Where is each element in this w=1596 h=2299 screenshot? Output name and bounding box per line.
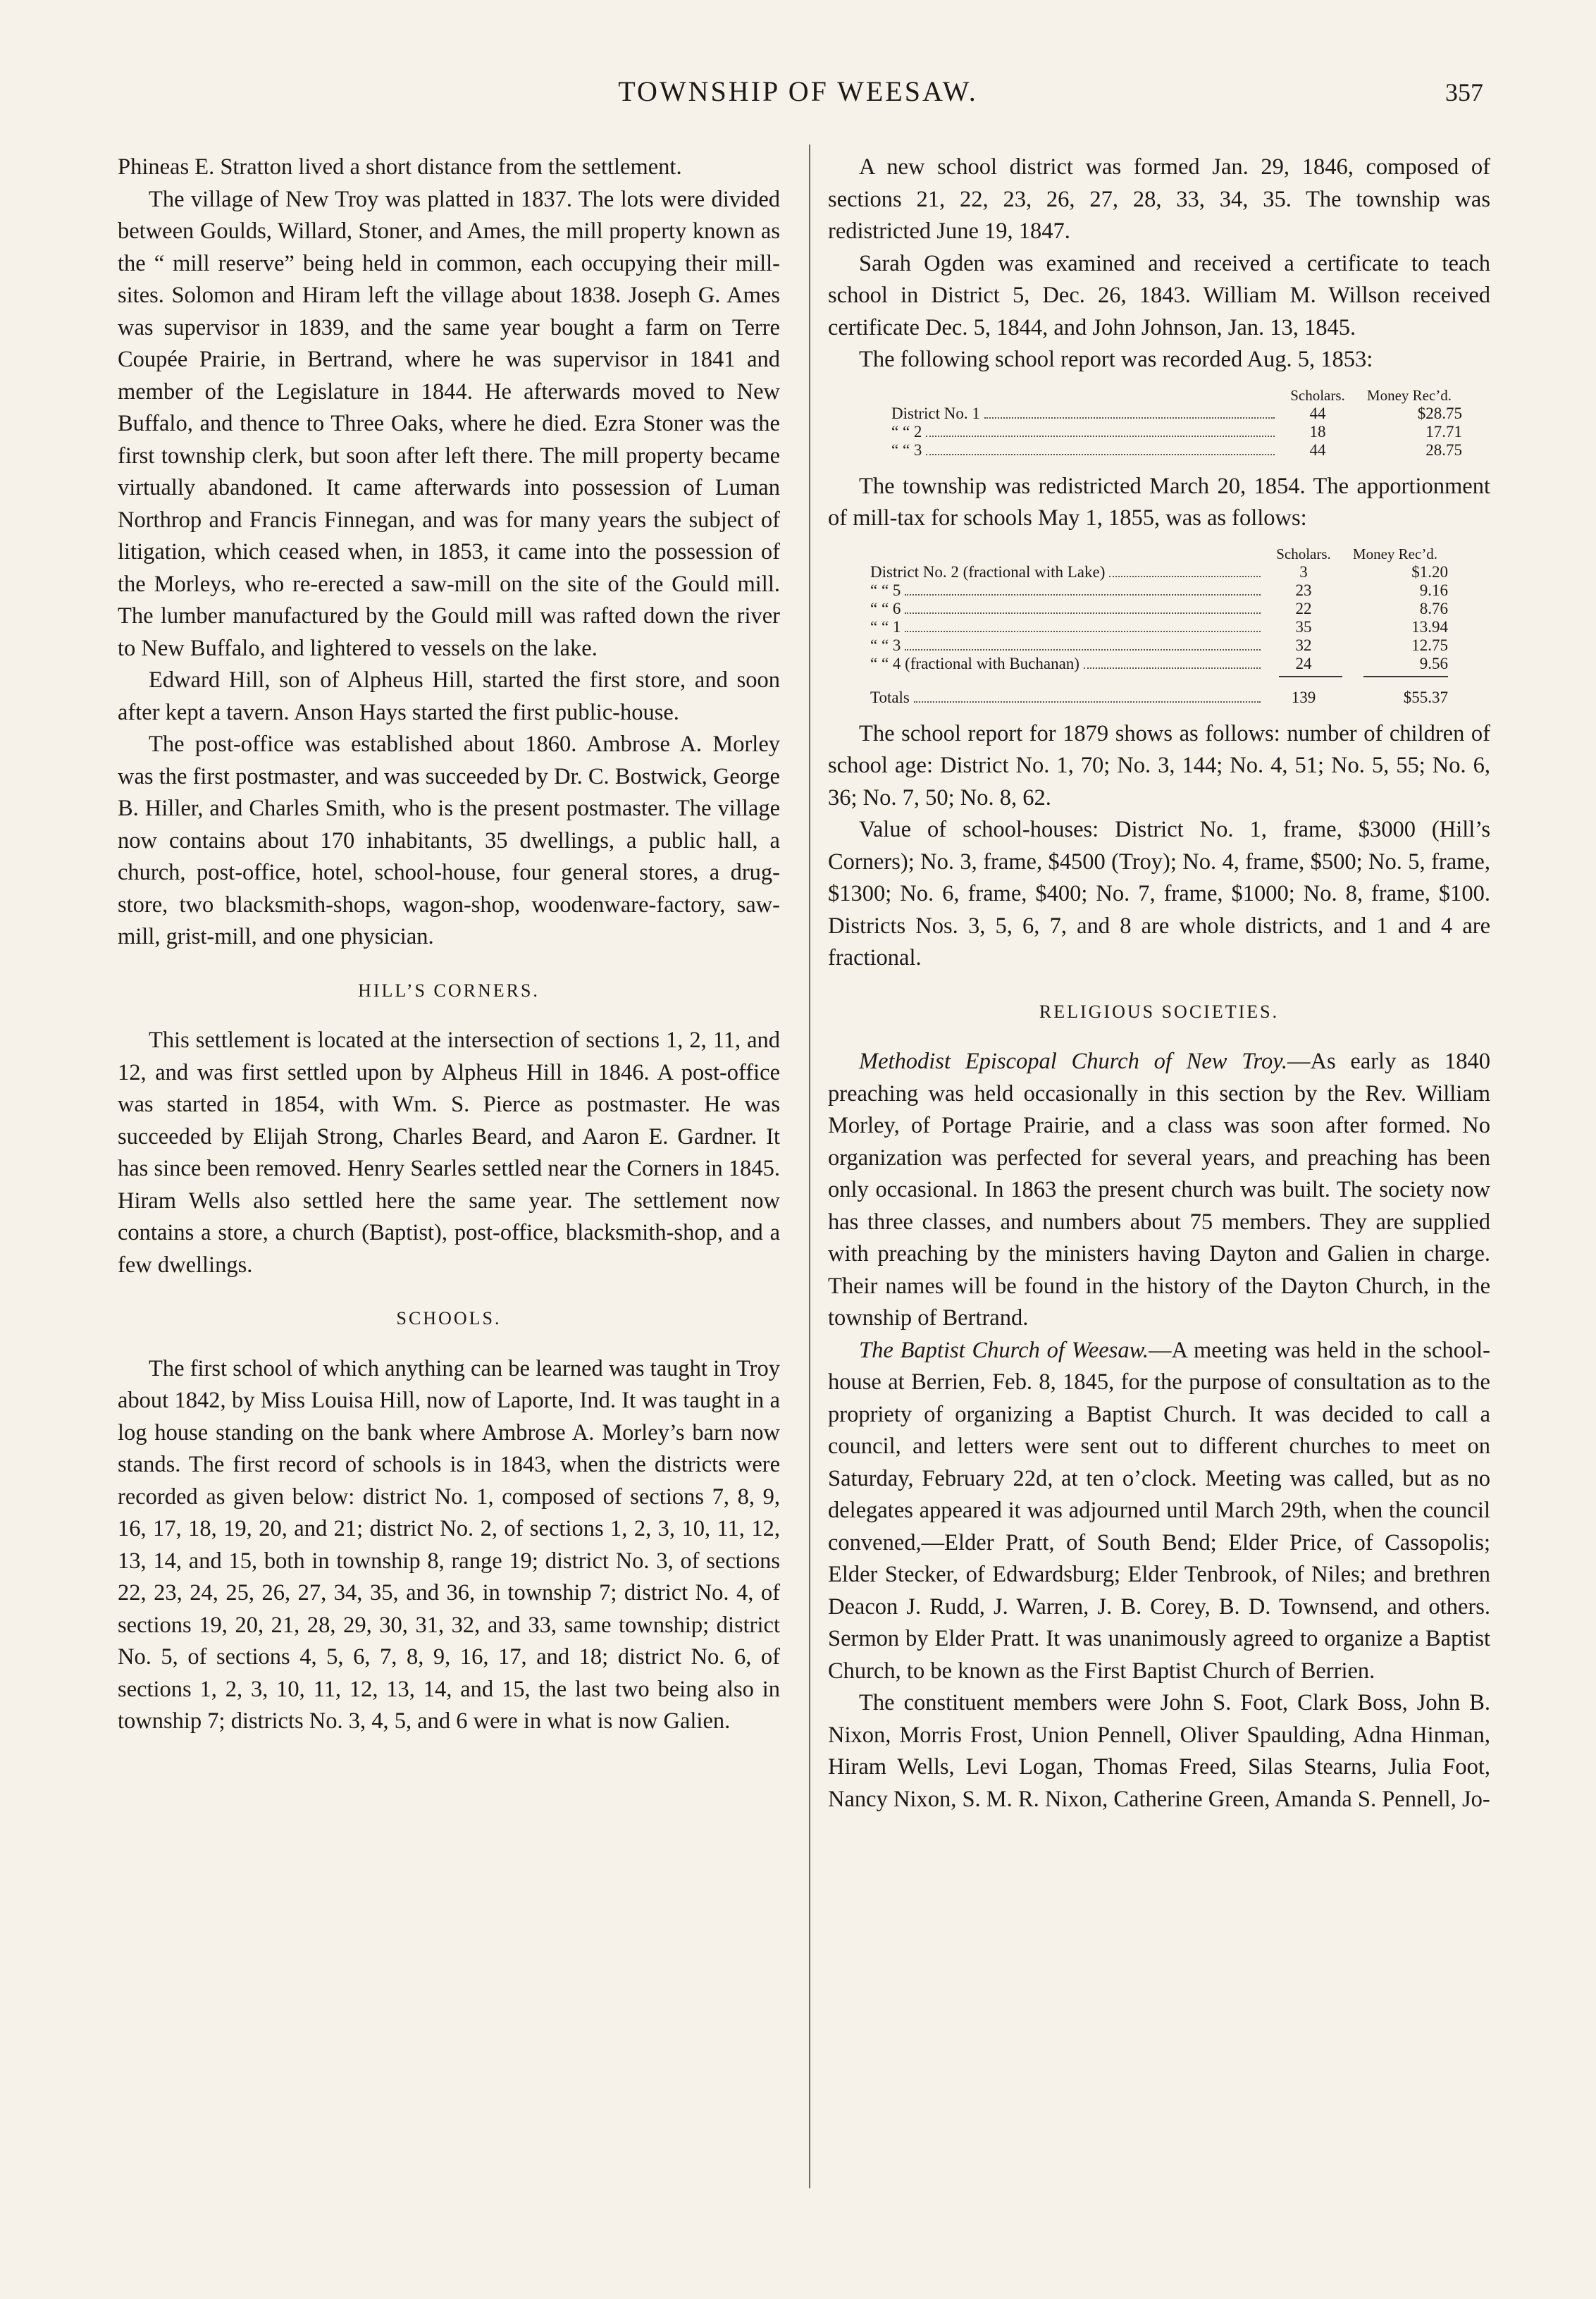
- money-cell: 12.75: [1411, 636, 1448, 654]
- row-label: “ “ 1: [870, 617, 901, 636]
- running-title: TOWNSHIP OF WEESAW.: [618, 75, 978, 107]
- scholars-cell: 18: [1309, 422, 1326, 440]
- paragraph-text: —As early as 1840 preaching was held occasionally in this section by the Rev. William Morley, of Portage Prairie, and a class was soon after formed. No organization was perfected for several years, and preaching has been only occasional. In 1863 the present church was built. The society now has three classes, and numbers about 75 members. They are supplied with preaching by the ministers having Dayton and Galien in charge. Their names will be found in the history of the Dayton Church, in the township of Bertrand.: [828, 1049, 1490, 1331]
- table-header: [891, 386, 1462, 405]
- row-label: “ “ 6: [870, 599, 901, 617]
- table-row: [891, 441, 1462, 460]
- row-label: “ “ 4 (fractional with Buchanan): [870, 654, 1080, 672]
- scholars-cell: 44: [1309, 440, 1326, 459]
- church-title: Methodist Episcopal Church of New Troy.: [859, 1049, 1287, 1074]
- money-cell: $1.20: [1411, 562, 1448, 581]
- scholars-total: 139: [1291, 688, 1316, 706]
- total-rule: [870, 673, 1448, 680]
- table-row: [870, 600, 1448, 618]
- page-number: 357: [1445, 78, 1483, 106]
- money-cell: $28.75: [1417, 404, 1462, 422]
- paragraph: The school report for 1879 shows as follows: number of children of school age: District No. 1, 70; No. 3, 144; No. 4, 51; No. 5, 55; No. 6, 36; No. 7, 50; No. 8, 62.: [828, 720, 1490, 810]
- paragraph: Phineas E. Stratton lived a short distance from the settlement.: [118, 154, 682, 180]
- section-heading-schools: SCHOOLS.: [396, 1308, 502, 1329]
- table-header: [870, 545, 1448, 563]
- paragraph: The constituent members were John S. Foot, Clark Boss, John B. Nixon, Morris Frost, Union Pennell, Oliver Spaulding, Adna Hinman, Hiram Wells, Levi Logan, Thomas Freed, Silas Stearns, Julia Foot, Nancy Nixon, S. M. R. Nixon, Catherine Green, Amanda S. Pennell, Jo-: [828, 1690, 1490, 1812]
- paragraph: Edward Hill, son of Alpheus Hill, started the first store, and soon after kept a tavern. Anson Hays started the first public-house.: [118, 667, 780, 725]
- paragraph-text: —A meeting was held in the school-house at Berrien, Feb. 8, 1845, for the purpose of consultation as to the propriety of organizing a Baptist Church. It was decided to call a council, and letters were sent out to different churches to meet on Saturday, February 22d, at ten o’clock. Meeting was called, but as no delegates appeared it was adjourned until March 29th, when the council convened,—Elder Pratt, of South Bend; Elder Price, of Cassopolis; Elder Stecker, of Edwardsburg; Elder Tenbrook, of Niles; and brethren Deacon J. Rudd, J. Warren, J. B. Corey, B. D. Townsend, and others. Sermon by Elder Pratt. It was unanimously agreed to organize a Baptist Church, to be known as the First Baptist Church of Berrien.: [828, 1337, 1491, 1684]
- paragraph: [828, 1046, 1490, 1335]
- section-heading-hills-corners: HILL’S CORNERS.: [358, 980, 540, 1001]
- column-header-money: Money Rec’d.: [1366, 386, 1452, 404]
- paragraph: The post-office was established about 1860. Ambrose A. Morley was the first postmaster, and was succeeded by Dr. C. Bostwick, George B. Hiller, and Charles Smith, who is the present postmaster. The village now contains about 170 inhabitants, 35 dwellings, a public hall, a church, post-office, hotel, school-house, four general stores, a drug-store, two blacksmith-shops, wagon-shop, woodenware-factory, saw-mill, grist-mill, and one physician.: [118, 732, 780, 949]
- scholars-cell: 3: [1299, 562, 1308, 581]
- totals-label: Totals: [870, 688, 910, 706]
- totals-row: [870, 689, 1448, 707]
- row-label: District No. 1: [891, 404, 980, 422]
- church-title: The Baptist Church of Weesaw.: [859, 1337, 1149, 1363]
- money-cell: 9.56: [1419, 654, 1448, 672]
- table-row: [891, 405, 1462, 423]
- money-cell: 17.71: [1425, 422, 1462, 440]
- table-row: [870, 636, 1448, 655]
- scholars-cell: 44: [1309, 404, 1326, 422]
- paragraph: This settlement is located at the intersection of sections 1, 2, 11, and 12, and was first settled upon by Alpheus Hill in 1846. A post-office was started in 1854, with Wm. S. Pierce as postmaster. He was succeeded by Elijah Strong, Charles Beard, and Aaron E. Gardner. It has since been removed. Henry Searles settled near the Corners in 1845. Hiram Wells also settled here the same year. The settlement now contains a store, a church (Baptist), post-office, blacksmith-shop, and a few dwellings.: [118, 1028, 780, 1278]
- column-header-money: Money Rec’d.: [1352, 545, 1438, 562]
- money-total: $55.37: [1403, 688, 1448, 706]
- row-label: “ “ 5: [870, 581, 901, 599]
- paragraph: A new school district was formed Jan. 29, 1846, composed of sections 21, 22, 23, 26, 27, 28, 33, 34, 35. The township was redistricted June 19, 1847.: [828, 154, 1490, 244]
- paragraph: Sarah Ogden was examined and received a certificate to teach school in District 5, Dec. 26, 1843. William M. Willson received certificate Dec. 5, 1844, and John Johnson, Jan. 13, 1845.: [828, 250, 1490, 340]
- table-row: [870, 655, 1448, 673]
- scholars-cell: 32: [1295, 636, 1312, 654]
- money-cell: 9.16: [1419, 581, 1448, 599]
- row-label: “ “ 2: [891, 422, 922, 440]
- column-divider: [809, 144, 810, 2188]
- table-row: [870, 618, 1448, 636]
- row-label: “ “ 3: [891, 440, 922, 459]
- column-header-scholars: Scholars.: [1276, 545, 1331, 562]
- paragraph: Value of school-houses: District No. 1, frame, $3000 (Hill’s Corners); No. 3, frame, $4500 (Troy); No. 4, frame, $500; No. 5, frame, $1300; No. 6, frame, $400; No. 7, frame, $1000; No. 8, frame, $100. Districts Nos. 3, 5, 6, 7, and 8 are whole districts, and 1 and 4 are fractional.: [828, 817, 1490, 970]
- scholars-cell: 22: [1295, 599, 1312, 617]
- paragraph: The village of New Troy was platted in 1837. The lots were divided between Goulds, Willard, Stoner, and Ames, the mill property known as the “ mill reserve” being held in common, each occupying their mill-sites. Solomon and Hiram left the village about 1838. Joseph G. Ames was supervisor in 1839, and the same year bought a farm on Terre Coupée Prairie, in Bertrand, where he was supervisor in 1841 and member of the Legislature in 1844. He afterwards moved to New Buffalo, and thence to Three Oaks, where he died. Ezra Stoner was the first township clerk, but soon after left there. The mill property became virtually abandoned. It came afterwards into possession of Luman Northrop and Francis Finnegan, and was for many years the subject of litigation, which ceased when, in 1853, it came into the possession of the Morleys, who re-erected a saw-mill on the site of the Gould mill. The lumber manufactured by the Gould mill was rafted down the river to New Buffalo, and lightered to vessels on the lake.: [118, 186, 780, 661]
- school-report-1853-table: [828, 386, 1490, 460]
- row-label: District No. 2 (fractional with Lake): [870, 562, 1106, 581]
- scholars-cell: 24: [1295, 654, 1312, 672]
- mill-tax-1855-table: [828, 545, 1490, 707]
- right-column: [828, 152, 1490, 1816]
- column-header-scholars: Scholars.: [1290, 386, 1345, 404]
- scholars-cell: 23: [1295, 581, 1312, 599]
- page-header: [0, 65, 1596, 121]
- money-cell: 8.76: [1419, 599, 1448, 617]
- money-cell: 28.75: [1425, 440, 1462, 459]
- table-row: [870, 563, 1448, 581]
- paragraph: The first school of which anything can be learned was taught in Troy about 1842, by Miss Louisa Hill, now of Laporte, Ind. It was taught in a log house standing on the bank where Ambrose A. Morley’s barn now stands. The first record of schools is in 1843, when the districts were recorded as given below: district No. 1, composed of sections 7, 8, 9, 16, 17, 18, 19, 20, and 21; district No. 2, of sections 1, 2, 3, 10, 11, 12, 13, 14, and 15, both in township 8, range 19; district No. 3, of sections 22, 23, 24, 25, 26, 27, 34, 35, and 36, in township 7; district No. 4, of sections 19, 20, 21, 28, 29, 30, 31, 32, and 33, same township; district No. 5, of sections 4, 5, 6, 7, 8, 9, 16, 17, and 18; district No. 6, of sections 1, 2, 3, 10, 11, 12, 13, 14, and 15, the last two being also in township 7; districts No. 3, 4, 5, and 6 were in what is now Galien.: [118, 1355, 780, 1734]
- paragraph: The township was redistricted March 20, 1854. The apportionment of mill-tax for schools May 1, 1855, was as follows:: [828, 473, 1490, 531]
- money-cell: 13.94: [1411, 617, 1448, 636]
- paragraph: [828, 1335, 1490, 1688]
- section-heading-religious-societies: RELIGIOUS SOCIETIES.: [1039, 1001, 1280, 1022]
- scholars-cell: 35: [1295, 617, 1312, 636]
- left-column: [118, 152, 780, 1738]
- table-row: [870, 581, 1448, 600]
- paragraph: The following school report was recorded Aug. 5, 1853:: [859, 347, 1373, 372]
- row-label: “ “ 3: [870, 636, 901, 654]
- table-row: [891, 423, 1462, 441]
